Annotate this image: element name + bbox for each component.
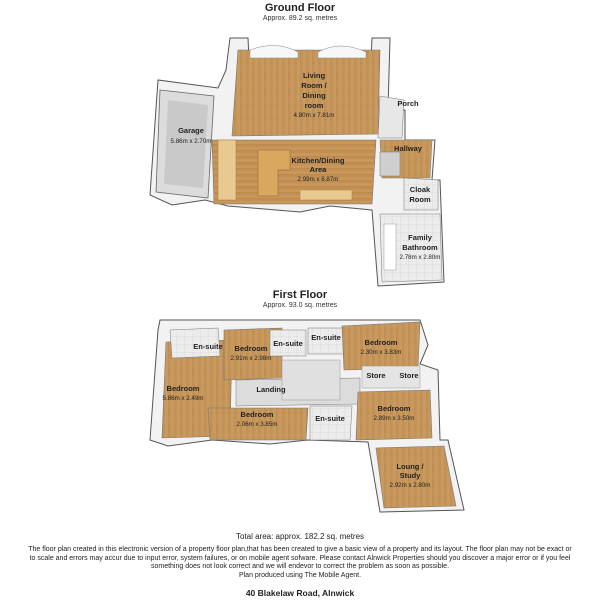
room-label-store-2: Store xyxy=(399,371,419,380)
first-floor-area: Approx. 93.0 sq. metres xyxy=(262,302,338,309)
room-label-store-1: Store xyxy=(366,371,386,380)
disclaimer xyxy=(4,546,596,580)
disclaimer-line-1: The floor plan created in this electronic version of a property floor plan,that has been created to give a basic view of a property and its layout. The floor plan may not be exact or xyxy=(28,546,572,553)
room-dims-bedroom-5: 2.89m x 3.50m xyxy=(373,415,415,422)
room-label-bedroom-1: Bedroom xyxy=(234,344,268,353)
room-label-kitchen-2: Area xyxy=(309,165,327,174)
room-label-bedroom-3: Bedroom xyxy=(166,384,200,393)
room-dims-garage: 5.86m x 2.70m xyxy=(170,138,212,145)
room-label-cloak-2: Room xyxy=(409,195,431,204)
total-area: Total area: approx. 182.2 sq. metres xyxy=(235,532,365,541)
room-label-ensuite-3: En-suite xyxy=(311,333,341,342)
room-label-cloak: Cloak xyxy=(409,185,431,194)
room-dims-study: 2.92m x 2.80m xyxy=(389,482,431,489)
room-dims-kitchen: 2.99m x 6.87m xyxy=(297,176,339,183)
room-dims-living: 4.80m x 7.81m xyxy=(293,112,335,119)
room-label-ensuite-2: En-suite xyxy=(273,339,303,348)
room-label-kitchen: Kitchen/Dining xyxy=(291,156,345,165)
ground-floor-area: Approx. 89.2 sq. metres xyxy=(262,15,338,22)
room-label-bedroom-5: Bedroom xyxy=(377,404,411,413)
room-label-study-2: Study xyxy=(399,471,421,480)
room-dims-bedroom-1: 2.91m x 2.98m xyxy=(230,355,272,362)
first-floor-title: First Floor xyxy=(272,289,328,301)
room-label-bedroom-4: Bedroom xyxy=(240,410,274,419)
room-label-living-3: Dining xyxy=(302,91,326,100)
room-label-living-2: Room / xyxy=(301,81,327,90)
disclaimer-line-4: Plan produced using The Mobile Agent. xyxy=(238,571,362,579)
room-label-living: Living xyxy=(302,71,326,80)
room-dims-bedroom-3: 5.86m x 2.49m xyxy=(162,395,204,402)
disclaimer-line-3: something does not look correct and we will endevor to correct the problem as soon as possible. xyxy=(150,563,450,571)
room-label-study: Loung / xyxy=(396,462,424,471)
room-label-ensuite-4: En-suite xyxy=(315,414,345,423)
room-label-bathroom: Family xyxy=(408,233,432,242)
room-label-porch: Porch xyxy=(397,99,419,108)
room-label-living-4: room xyxy=(304,101,324,110)
room-dims-bedroom-2: 2.30m x 3.83m xyxy=(360,349,402,356)
property-address: 40 Blakelaw Road, Alnwick xyxy=(245,588,355,598)
room-dims-bedroom-4: 2.06m x 3.85m xyxy=(236,421,278,428)
room-label-bathroom-2: Bathroom xyxy=(402,243,438,252)
room-dims-bathroom: 2.78m x 2.80m xyxy=(399,254,441,261)
room-label-hallway: Hallway xyxy=(394,144,422,153)
room-label-ensuite-1: En-suite xyxy=(193,342,223,351)
room-label-bedroom-2: Bedroom xyxy=(364,338,398,347)
ground-floor-title: Ground Floor xyxy=(264,2,336,14)
room-label-garage: Garage xyxy=(178,126,204,135)
disclaimer-line-2: to scale and errors may accur due to input error, system failures, or on mobile agent sofware. Please contact Alnwick Properties should you discover a major error or if you feel xyxy=(29,554,571,562)
room-label-landing: Landing xyxy=(256,385,286,394)
